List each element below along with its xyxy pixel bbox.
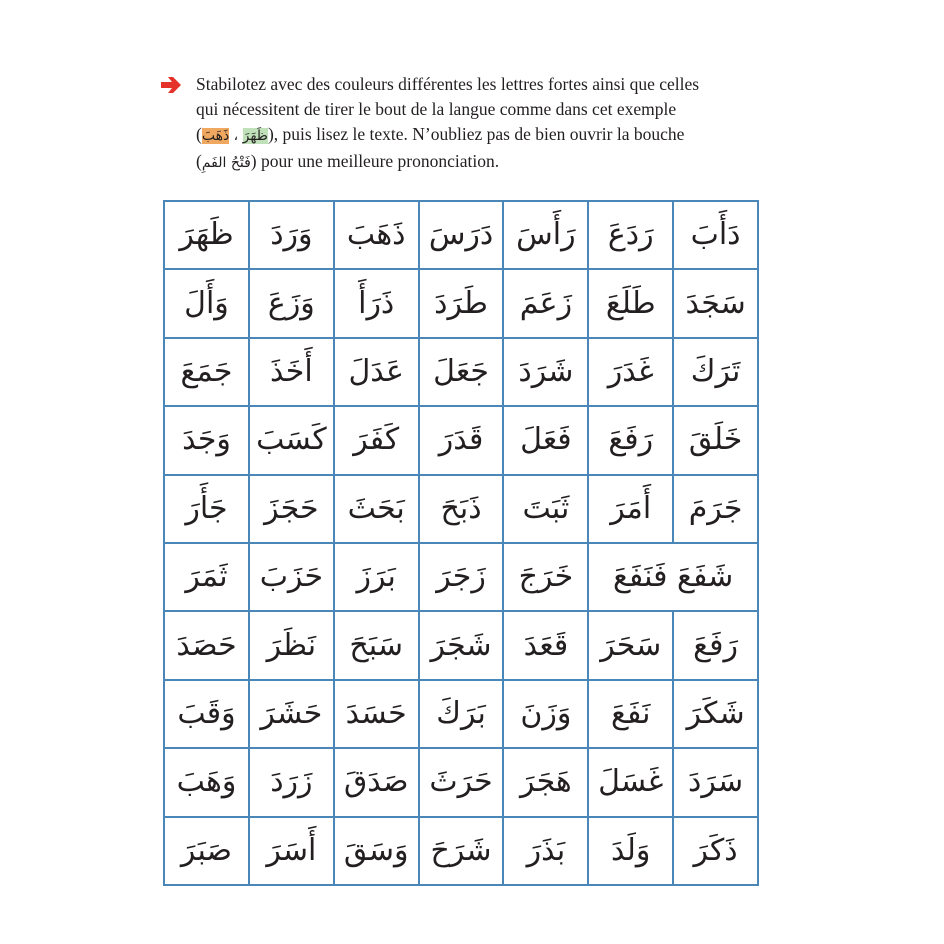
- word-cell: سَرَدَ: [673, 748, 758, 816]
- word-cell: دَرَسَ: [419, 201, 504, 269]
- word-cell: سَبَحَ: [334, 611, 419, 679]
- grid-row: [164, 269, 758, 337]
- word-cell: جَرَمَ: [673, 475, 758, 543]
- word-cell: ثَمَرَ: [164, 543, 249, 611]
- word-cell: زَعَمَ: [503, 269, 588, 337]
- arabic-open-mouth: فَتْحُ الفَمِ: [201, 155, 251, 171]
- word-cell: شَجَرَ: [419, 611, 504, 679]
- word-cell: قَدَرَ: [419, 406, 504, 474]
- word-cell: غَسَلَ: [588, 748, 673, 816]
- word-cell: ثَبَتَ: [503, 475, 588, 543]
- word-cell: جَمَعَ: [164, 338, 249, 406]
- grid-row: [164, 748, 758, 816]
- instruction-line-3: ( ظَهَرَ ، ذَهَبَ ), puis lisez le texte. N’oubliez pas de bien ouvrir la bouche: [196, 124, 685, 144]
- word-cell: زَجَرَ: [419, 543, 504, 611]
- word-cell: حَسَدَ: [334, 680, 419, 748]
- word-cell: رَأَسَ: [503, 201, 588, 269]
- grid-row: [164, 543, 758, 611]
- word-cell: زَرَدَ: [249, 748, 334, 816]
- word-cell: بَذَرَ: [503, 817, 588, 885]
- word-cell: أَسَرَ: [249, 817, 334, 885]
- word-cell: وَقَبَ: [164, 680, 249, 748]
- word-cell: وَزَنَ: [503, 680, 588, 748]
- word-cell: شَكَرَ: [673, 680, 758, 748]
- word-cell: حَزَبَ: [249, 543, 334, 611]
- instruction-line-1: Stabilotez avec des couleurs différentes les lettres fortes ainsi que celles: [196, 74, 700, 94]
- word-cell: سَجَدَ: [673, 269, 758, 337]
- example-word-1: ظَهَرَ: [242, 128, 268, 144]
- word-cell: قَعَدَ: [503, 611, 588, 679]
- grid-row: [164, 611, 758, 679]
- grid-row: [164, 817, 758, 885]
- word-cell: كَسَبَ: [249, 406, 334, 474]
- word-cell: وَسَقَ: [334, 817, 419, 885]
- word-cell: ذَكَرَ: [673, 817, 758, 885]
- word-cell: هَجَرَ: [503, 748, 588, 816]
- word-cell: شَرَحَ: [419, 817, 504, 885]
- arrow-right-icon: [160, 75, 182, 95]
- example-words: ظَهَرَ ، ذَهَبَ: [201, 128, 268, 144]
- word-grid: [163, 200, 759, 886]
- grid-row: [164, 475, 758, 543]
- word-cell: وَهَبَ: [164, 748, 249, 816]
- word-cell: وَلَدَ: [588, 817, 673, 885]
- example-word-2: ذَهَبَ: [201, 128, 230, 144]
- word-cell: وَرَدَ: [249, 201, 334, 269]
- instruction-line-4: (فَتْحُ الفَمِ) pour une meilleure prononciation.: [196, 151, 500, 171]
- word-cell: وَأَلَ: [164, 269, 249, 337]
- word-cell: رَدَعَ: [588, 201, 673, 269]
- word-cell: وَزَعَ: [249, 269, 334, 337]
- grid-row: [164, 338, 758, 406]
- word-cell: حَشَرَ: [249, 680, 334, 748]
- word-cell: وَجَدَ: [164, 406, 249, 474]
- grid-row: [164, 406, 758, 474]
- instructions: [166, 72, 766, 176]
- instruction-line-2: qui nécessitent de tirer le bout de la langue comme dans cet exemple: [196, 99, 677, 119]
- word-cell: حَصَدَ: [164, 611, 249, 679]
- word-cell: بَرَزَ: [334, 543, 419, 611]
- word-cell: رَفَعَ: [588, 406, 673, 474]
- word-cell: حَجَزَ: [249, 475, 334, 543]
- word-cell: طَرَدَ: [419, 269, 504, 337]
- grid-row: [164, 201, 758, 269]
- word-cell: ذَبَحَ: [419, 475, 504, 543]
- word-cell: صَبَرَ: [164, 817, 249, 885]
- word-cell: تَرَكَ: [673, 338, 758, 406]
- word-cell: ذَهَبَ: [334, 201, 419, 269]
- word-cell: صَدَقَ: [334, 748, 419, 816]
- word-cell: أَخَذَ: [249, 338, 334, 406]
- word-cell: عَدَلَ: [334, 338, 419, 406]
- word-cell: شَرَدَ: [503, 338, 588, 406]
- word-cell: سَحَرَ: [588, 611, 673, 679]
- word-cell: ذَرَأَ: [334, 269, 419, 337]
- word-cell: جَعَلَ: [419, 338, 504, 406]
- word-cell: فَعَلَ: [503, 406, 588, 474]
- word-cell: شَفَعَ فَنَفَعَ: [588, 543, 758, 611]
- word-cell: رَفَعَ: [673, 611, 758, 679]
- word-cell: حَرَثَ: [419, 748, 504, 816]
- word-cell: ظَهَرَ: [164, 201, 249, 269]
- grid-row: [164, 680, 758, 748]
- word-cell: بَحَثَ: [334, 475, 419, 543]
- word-cell: نَظَرَ: [249, 611, 334, 679]
- word-cell: كَفَرَ: [334, 406, 419, 474]
- word-cell: بَرَكَ: [419, 680, 504, 748]
- word-cell: خَلَقَ: [673, 406, 758, 474]
- word-cell: خَرَجَ: [503, 543, 588, 611]
- word-cell: غَدَرَ: [588, 338, 673, 406]
- word-cell: نَفَعَ: [588, 680, 673, 748]
- word-cell: أَمَرَ: [588, 475, 673, 543]
- word-cell: طَلَعَ: [588, 269, 673, 337]
- word-cell: جَأَرَ: [164, 475, 249, 543]
- word-cell: دَأَبَ: [673, 201, 758, 269]
